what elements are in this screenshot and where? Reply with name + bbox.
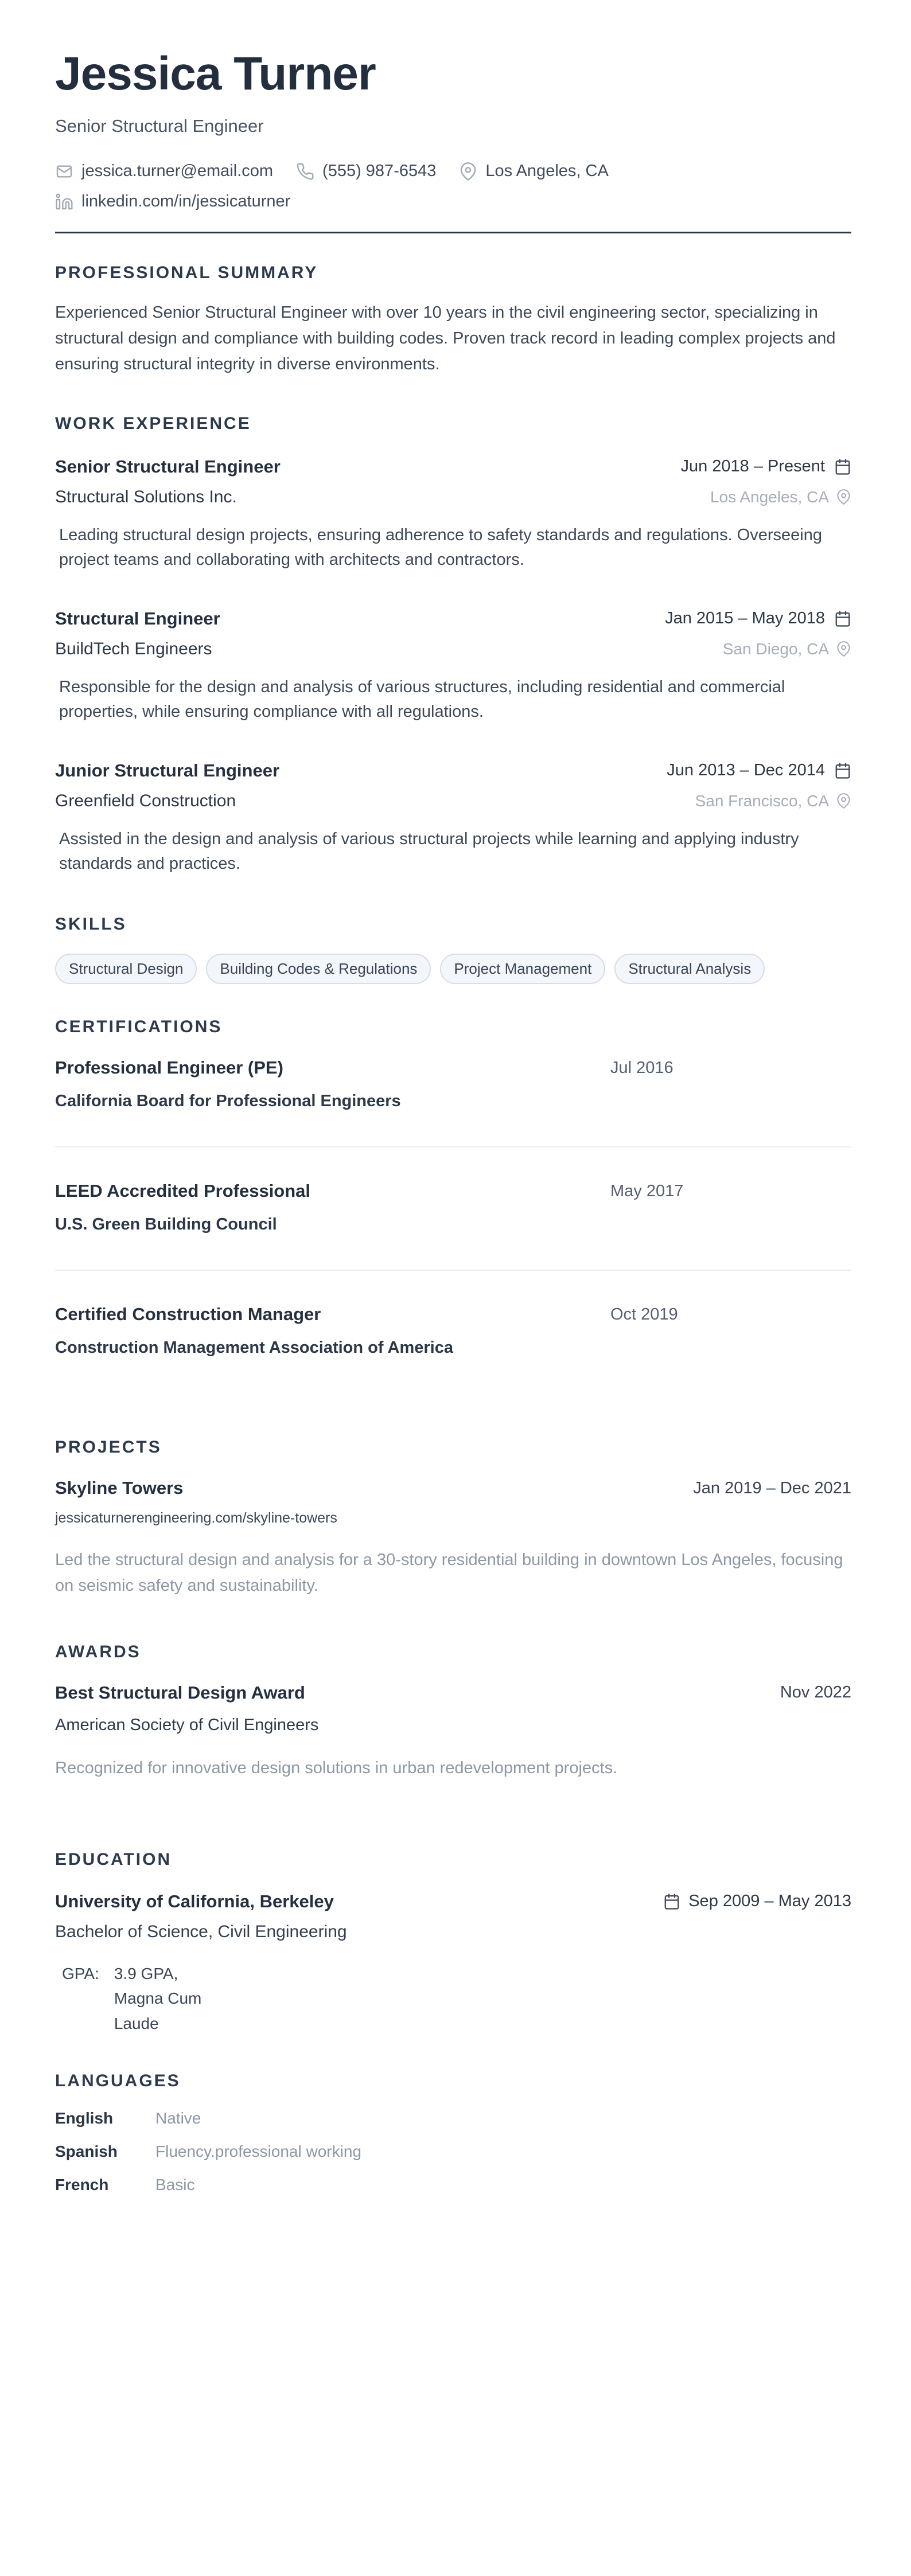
certification-entry: [55, 1181, 851, 1234]
phone-icon: [296, 162, 314, 181]
resume-header: [55, 49, 851, 233]
summary-heading: PROFESSIONAL SUMMARY: [55, 263, 318, 283]
section-work-experience: [55, 414, 851, 877]
work-heading: WORK EXPERIENCE: [55, 413, 251, 433]
language-row: [55, 2142, 851, 2161]
awards-heading: AWARDS: [55, 1642, 141, 1661]
languages-list: [55, 2109, 851, 2194]
job-location-text: San Diego, CA: [722, 639, 829, 658]
contact-email: [55, 162, 273, 181]
job-company: Structural Solutions Inc.: [55, 487, 237, 506]
job-dates: [680, 457, 851, 476]
skill-pill: Structural Design: [55, 954, 197, 984]
job-location-text: San Francisco, CA: [695, 791, 829, 810]
job-company: Greenfield Construction: [55, 791, 236, 810]
language-row: [55, 2109, 851, 2128]
job-company-row: [55, 639, 851, 659]
certification-entry: [55, 1304, 851, 1357]
job-description: Responsible for the design and analysis of various structures, including residential and commercial properties, while ensuring compliance with all regulations.: [59, 677, 785, 721]
award-date: Nov 2022: [780, 1683, 851, 1702]
contact-location: [459, 162, 608, 181]
certification-date: Jul 2016: [610, 1058, 673, 1077]
certification-title: Professional Engineer (PE): [55, 1057, 283, 1078]
project-url: jessicaturnerengineering.com/skyline-towers: [55, 1510, 337, 1527]
location-pin-icon: [836, 793, 851, 809]
job-title-row: [55, 456, 851, 477]
job-location: [723, 640, 851, 658]
job-entry: [55, 608, 851, 725]
location-pin-icon: [836, 489, 851, 505]
skill-pill: Structural Analysis: [614, 954, 765, 984]
section-projects: [55, 1438, 851, 1599]
section-certifications: [55, 1017, 851, 1357]
certifications-heading: CERTIFICATIONS: [55, 1017, 223, 1037]
contact-phone: [296, 162, 436, 181]
calendar-icon: [663, 1893, 680, 1910]
project-title: Skyline Towers: [55, 1478, 184, 1498]
section-skills: [55, 915, 851, 984]
linkedin-icon: [55, 193, 73, 211]
job-entry: [55, 456, 851, 573]
contact-linkedin: [55, 192, 290, 211]
certification-title: Certified Construction Manager: [55, 1304, 321, 1325]
certification-issuer: California Board for Professional Engineers: [55, 1092, 401, 1111]
project-dates: Jan 2019 – Dec 2021: [693, 1478, 851, 1497]
summary-text: Experienced Senior Structural Engineer with over 10 years in the civil engineering sector, specializing in structural design and compliance with building codes. Proven track record in leading complex projects and ensuring structural integrity in diverse environments.: [55, 303, 836, 373]
job-title: Structural Engineer: [55, 608, 220, 629]
language-name: French: [55, 2176, 109, 2194]
section-languages: [55, 2071, 851, 2194]
contact-linkedin-text: linkedin.com/in/jessicaturner: [81, 192, 291, 211]
language-row: [55, 2176, 851, 2194]
education-gpa: [62, 1961, 851, 2036]
certification-date: May 2017: [610, 1181, 684, 1200]
job-description: Leading structural design projects, ensuring adherence to safety standards and regulations. Overseeing project teams and collaborating with architects and contractors.: [59, 525, 822, 569]
calendar-icon: [834, 762, 851, 779]
certification-title: LEED Accredited Professional: [55, 1181, 311, 1201]
languages-heading: LANGUAGES: [55, 2071, 181, 2091]
certification-entry: [55, 1057, 851, 1111]
job-location: [695, 792, 851, 810]
job-location: [710, 488, 851, 506]
job-dates-text: Jun 2018 – Present: [680, 457, 825, 476]
certification-issuer: U.S. Green Building Council: [55, 1215, 277, 1234]
gpa-label: GPA:: [62, 1964, 99, 1982]
education-dates: [663, 1892, 851, 1911]
skills-heading: SKILLS: [55, 914, 127, 934]
project-title-row: [55, 1478, 851, 1498]
job-title: Senior Structural Engineer: [55, 456, 281, 477]
contact-row-secondary: [55, 192, 851, 211]
contact-email-text: jessica.turner@email.com: [81, 162, 274, 181]
certification-title-row: [55, 1304, 851, 1325]
education-degree: Bachelor of Science, Civil Engineering: [55, 1922, 347, 1941]
job-entry: [55, 760, 851, 877]
section-professional-summary: [55, 263, 851, 377]
calendar-icon: [834, 458, 851, 475]
job-description: Assisted in the design and analysis of various structural projects while learning and applying industry standards and practices.: [59, 829, 799, 873]
language-level: Basic: [155, 2176, 195, 2194]
calendar-icon: [834, 610, 851, 627]
job-dates-text: Jan 2015 – May 2018: [665, 609, 825, 628]
skill-pill: Project Management: [440, 954, 605, 984]
certification-title-row: [55, 1181, 851, 1201]
skill-pill: Building Codes & Regulations: [206, 954, 431, 984]
award-title: Best Structural Design Award: [55, 1682, 305, 1703]
certification-divider: [55, 1146, 851, 1148]
certification-date: Oct 2019: [610, 1305, 678, 1324]
education-dates-text: Sep 2009 – May 2013: [688, 1892, 851, 1911]
location-pin-icon: [459, 162, 477, 181]
section-education: [55, 1850, 851, 2036]
award-title-row: [55, 1683, 851, 1703]
job-title: Junior Structural Engineer: [55, 760, 280, 780]
job-title-row: [55, 760, 851, 781]
award-issuer: American Society of Civil Engineers: [55, 1715, 319, 1734]
award-entry: [55, 1683, 851, 1781]
job-company-row: [55, 791, 851, 811]
candidate-name: Jessica Turner: [55, 48, 376, 100]
job-dates: [665, 609, 851, 628]
candidate-title: Senior Structural Engineer: [55, 116, 264, 136]
job-company-row: [55, 487, 851, 507]
job-title-row: [55, 608, 851, 629]
award-description: Recognized for innovative design solutions in urban redevelopment projects.: [55, 1758, 618, 1777]
section-awards: [55, 1642, 851, 1781]
language-level: Fluency.professional working: [155, 2142, 361, 2161]
job-location-text: Los Angeles, CA: [710, 487, 829, 506]
language-name: Spanish: [55, 2142, 118, 2161]
job-dates-text: Jun 2013 – Dec 2014: [667, 761, 825, 780]
language-level: Native: [155, 2109, 201, 2128]
project-entry: [55, 1478, 851, 1599]
location-pin-icon: [836, 641, 851, 657]
language-name: English: [55, 2109, 114, 2128]
projects-heading: PROJECTS: [55, 1438, 162, 1457]
gpa-value: 3.9 GPA, Magna Cum Laude: [114, 1964, 202, 2032]
email-icon: [55, 162, 73, 181]
education-entry: [55, 1891, 851, 2036]
skills-pill-list: [55, 954, 851, 984]
job-company: BuildTech Engineers: [55, 639, 212, 658]
certification-divider: [55, 1270, 851, 1271]
education-heading: EDUCATION: [55, 1849, 172, 1869]
contact-row-primary: [55, 162, 851, 181]
job-dates: [667, 761, 851, 780]
contact-location-text: Los Angeles, CA: [485, 162, 609, 181]
header-divider: [55, 232, 851, 233]
project-description: Led the structural design and analysis for a 30-story residential building in downtown Los Angeles, focusing on seismic safety and sustainability.: [55, 1551, 843, 1595]
contact-phone-text: (555) 987-6543: [322, 162, 437, 181]
certification-issuer: Construction Management Association of America: [55, 1338, 453, 1357]
certification-title-row: [55, 1057, 851, 1078]
education-school: University of California, Berkeley: [55, 1891, 334, 1911]
education-title-row: [55, 1891, 851, 1912]
